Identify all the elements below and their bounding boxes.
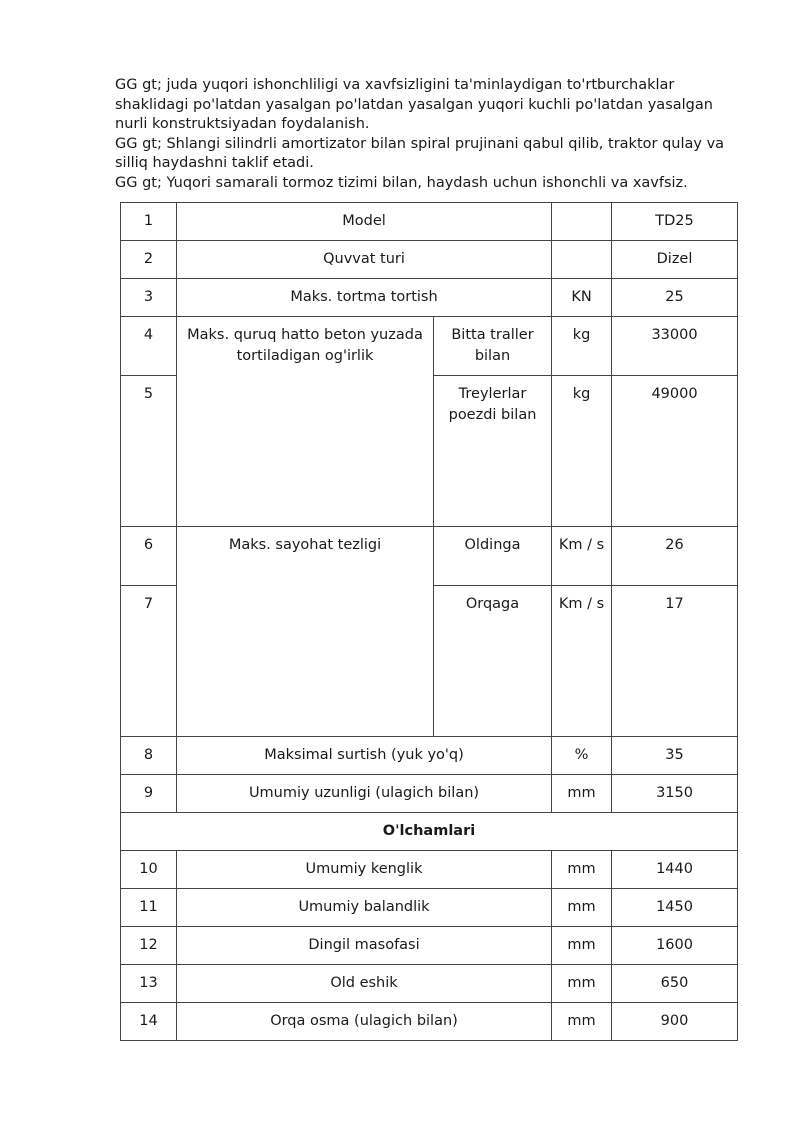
table-row [121,927,738,965]
param-cell: Maks. tortma tortish [177,279,552,317]
unit-cell: % [552,737,612,775]
param-cell: Maks. sayohat tezligi [177,527,434,737]
row-number: 13 [121,965,177,1003]
section-header: O'lchamlari [121,813,738,851]
row-number: 9 [121,775,177,813]
param-cell: Dingil masofasi [177,927,552,965]
value-cell: 900 [612,1003,738,1041]
sub-param-cell: Oldinga [434,527,552,586]
row-number: 5 [121,376,177,527]
param-cell: Orqa osma (ulagich bilan) [177,1003,552,1041]
value-cell: 1450 [612,889,738,927]
intro-paragraph: GG gt; Yuqori samarali tormoz tizimi bilan, haydash uchun ishonchli va xavfsiz. [115,174,688,191]
value-cell: 1600 [612,927,738,965]
value-cell: 3150 [612,775,738,813]
row-number: 11 [121,889,177,927]
param-cell: Quvvat turi [177,241,552,279]
value-cell: 1440 [612,851,738,889]
intro-paragraph: GG gt; juda yuqori ishonchliligi va xavfsizligini ta'minlaydigan to'rtburchaklar shaklidagi po'latdan yasalgan po'latdan yasalgan yuqori kuchli po'latdan yasalgan nurli konstruktsiyadan foydalanish. [115,77,713,132]
sub-param-cell: Orqaga [434,586,552,737]
unit-cell: mm [552,889,612,927]
value-cell: 25 [612,279,738,317]
value-cell: 49000 [612,376,738,527]
param-cell: Umumiy uzunligi (ulagich bilan) [177,775,552,813]
table-row [121,241,738,279]
unit-cell: KN [552,279,612,317]
value-cell: Dizel [612,241,738,279]
table-row [121,1003,738,1041]
row-number: 2 [121,241,177,279]
param-cell: Umumiy kenglik [177,851,552,889]
row-number: 1 [121,203,177,241]
value-cell: 650 [612,965,738,1003]
unit-cell: mm [552,1003,612,1041]
table-row [121,737,738,775]
intro-paragraph: GG gt; Shlangi silindrli amortizator bilan spiral prujinani qabul qilib, traktor qulay va silliq haydashni taklif etadi. [115,135,725,171]
row-number: 4 [121,317,177,376]
unit-cell [552,203,612,241]
value-cell: 33000 [612,317,738,376]
unit-cell: kg [552,317,612,376]
value-cell: TD25 [612,203,738,241]
unit-cell: mm [552,927,612,965]
sub-param-cell: Bitta traller bilan [434,317,552,376]
param-cell: Umumiy balandlik [177,889,552,927]
value-cell: 35 [612,737,738,775]
section-row [121,813,738,851]
sub-param-cell: Treylerlar poezdi bilan [434,376,552,527]
intro-text [115,76,740,193]
unit-cell: Km / s [552,527,612,586]
table-row [121,279,738,317]
unit-cell: mm [552,851,612,889]
table-row [121,317,738,376]
unit-cell: mm [552,965,612,1003]
param-cell: Model [177,203,552,241]
param-cell: Maks. quruq hatto beton yuzada tortiladigan og'irlik [177,317,434,527]
table-row [121,775,738,813]
row-number: 6 [121,527,177,586]
row-number: 12 [121,927,177,965]
table-row [121,889,738,927]
unit-cell [552,241,612,279]
param-cell: Maksimal surtish (yuk yo'q) [177,737,552,775]
table-row [121,965,738,1003]
row-number: 10 [121,851,177,889]
table-row [121,203,738,241]
row-number: 7 [121,586,177,737]
unit-cell: Km / s [552,586,612,737]
row-number: 14 [121,1003,177,1041]
value-cell: 17 [612,586,738,737]
table-row [121,851,738,889]
table-row [121,527,738,586]
unit-cell: kg [552,376,612,527]
spec-table [120,202,738,1041]
row-number: 8 [121,737,177,775]
param-cell: Old eshik [177,965,552,1003]
value-cell: 26 [612,527,738,586]
unit-cell: mm [552,775,612,813]
row-number: 3 [121,279,177,317]
